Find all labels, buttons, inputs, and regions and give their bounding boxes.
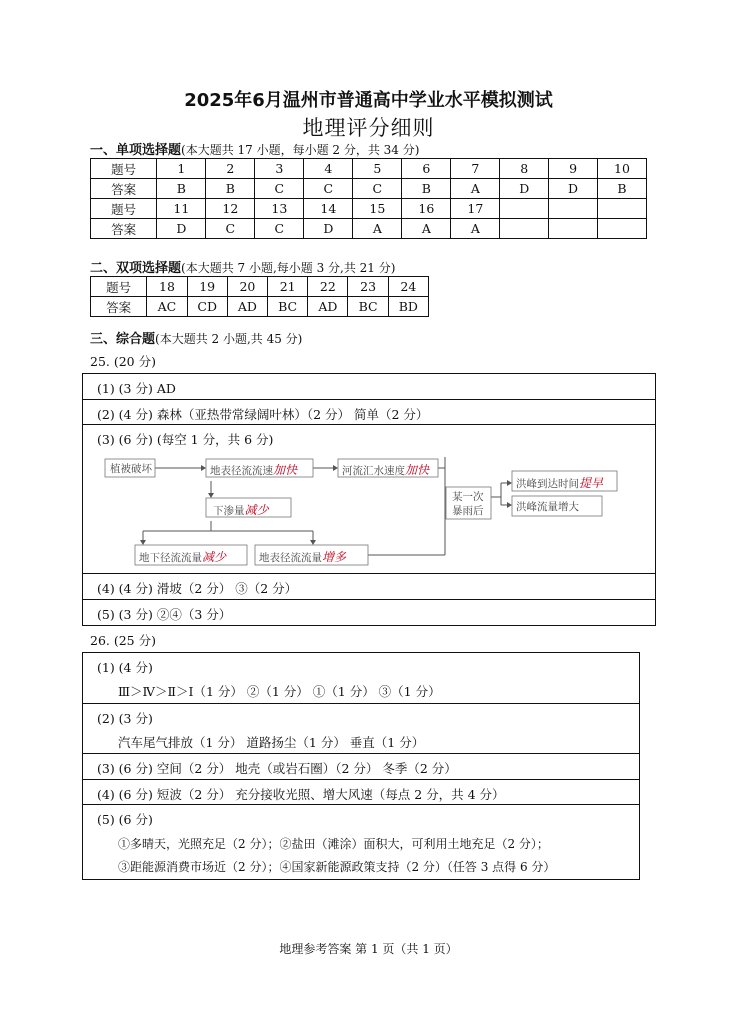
- answer-cell: A: [451, 219, 500, 239]
- page-footer: 地理参考答案 第 1 页（共 1 页）: [279, 942, 458, 956]
- answer-cell: B: [157, 179, 206, 199]
- q25-part3-text: (3) (6 分) (每空 1 分，共 6 分): [97, 432, 274, 447]
- flow-node-surface-flow-speed: 地表径流流速加快: [210, 463, 298, 477]
- flow-answer-4: 减少: [202, 550, 227, 564]
- flow-answer-6: 提早: [579, 476, 604, 490]
- flow-node-infiltration: 下渗量减少: [213, 503, 269, 517]
- q26-part3: [83, 754, 639, 780]
- question-number-cell: 2: [206, 159, 255, 179]
- q26-part5-line1: ①多晴天，光照充足（2 分）；②盐田（滩涂）面积大，可利用土地充足（2 分）；: [118, 837, 549, 851]
- q25-part2: [83, 400, 655, 425]
- answer-cell: A: [451, 179, 500, 199]
- question-number-cell: 23: [348, 277, 388, 297]
- q26-part1: [83, 653, 639, 704]
- question-number-cell: [549, 199, 598, 219]
- q26-part4: [83, 780, 639, 805]
- question-number-cell: 4: [304, 159, 353, 179]
- flow-node-rainstorm-1: 某一次: [452, 491, 484, 503]
- question-number-cell: 12: [206, 199, 255, 219]
- question-number-cell: 19: [187, 277, 227, 297]
- flow-node-flood-peak-flow: 洪峰流量增大: [516, 501, 579, 513]
- answer-cell: B: [206, 179, 255, 199]
- answer-cell: C: [353, 179, 402, 199]
- answer-cell: BD: [388, 297, 428, 317]
- question-number-cell: 18: [147, 277, 187, 297]
- page-title: 2025年6月温州市普通高中学业水平模拟测试: [184, 90, 553, 111]
- question-number-cell: [597, 199, 646, 219]
- double-choice-table: [90, 276, 429, 317]
- q26-part1-body: Ⅲ＞Ⅳ＞Ⅱ＞Ⅰ（1 分） ②（1 分） ①（1 分） ③（1 分）: [118, 684, 441, 699]
- flow-node-vegetation: 植被破坏: [110, 463, 152, 475]
- question-number-cell: 5: [353, 159, 402, 179]
- section2-heading-line: [90, 257, 395, 276]
- question-number-cell: 14: [304, 199, 353, 219]
- answer-cell: A: [402, 219, 451, 239]
- question-number-cell: 7: [451, 159, 500, 179]
- q26-part5-head: (5) (6 分): [97, 812, 153, 827]
- q25-part1-text: (1) (3 分) AD: [97, 381, 176, 396]
- answer-cell: CD: [187, 297, 227, 317]
- question-number-cell: 1: [157, 159, 206, 179]
- answer-cell: B: [597, 179, 646, 199]
- section3-note: (本大题共 2 小题,共 45 分): [155, 332, 303, 346]
- question-number-cell: 6: [402, 159, 451, 179]
- answer-cell: [500, 219, 549, 239]
- question-number-cell: 15: [353, 199, 402, 219]
- table-row: [91, 219, 647, 239]
- q25-part3: [83, 425, 655, 574]
- row-label-answer: 答案: [91, 179, 157, 199]
- question-number-cell: 3: [255, 159, 304, 179]
- flow-node-surface-runoff: 地表径流流量增多: [259, 550, 347, 564]
- answer-cell: D: [549, 179, 598, 199]
- flow-node-rainstorm-2: 暴雨后: [452, 505, 484, 517]
- q26-part4-text: (4) (6 分) 短波（2 分） 充分接收光照、增大风速（每点 2 分，共 4 分）: [97, 787, 505, 802]
- row-label-answer: 答案: [91, 297, 147, 317]
- answer-cell: AC: [147, 297, 187, 317]
- q26-part5-line2: ③距能源消费市场近（2 分）；④国家新能源政策支持（2 分）（任答 3 点得 6 分）: [118, 860, 556, 874]
- question-number-cell: 17: [451, 199, 500, 219]
- flow-node-flood-peak-time: 洪峰到达时间提早: [516, 476, 604, 490]
- q26-part3-text: (3) (6 分) 空间（2 分） 地壳（或岩石圈）（2 分） 冬季（2 分）: [97, 761, 457, 776]
- table-row: [91, 297, 429, 317]
- q26-part2-body: 汽车尾气排放（1 分） 道路扬尘（1 分） 垂直（1 分）: [118, 735, 425, 750]
- answer-cell: BC: [348, 297, 388, 317]
- flow-answer-2: 加快: [405, 463, 430, 477]
- flow-answer-1: 加快: [273, 463, 298, 477]
- question-number-cell: 8: [500, 159, 549, 179]
- section1-heading: 一、单项选择题: [90, 143, 182, 158]
- q26-part2: [83, 704, 639, 754]
- section1-note: (本大题共 17 小题，每小题 2 分，共 34 分): [181, 143, 420, 157]
- question-number-cell: 13: [255, 199, 304, 219]
- question-number-cell: 24: [388, 277, 428, 297]
- table-row: [91, 159, 647, 179]
- section3-heading: 三、综合题: [90, 332, 156, 347]
- answer-cell: AD: [227, 297, 267, 317]
- answer-cell: C: [255, 179, 304, 199]
- section2-heading: 二、双项选择题: [90, 261, 182, 276]
- question-number-cell: 21: [268, 277, 308, 297]
- answer-cell: AD: [308, 297, 348, 317]
- table-row: [91, 277, 429, 297]
- answer-cell: A: [353, 219, 402, 239]
- q25-part1: [83, 374, 655, 400]
- question-number-cell: [500, 199, 549, 219]
- q25-part5: [83, 600, 655, 626]
- question-number-cell: 9: [549, 159, 598, 179]
- table-row: [91, 179, 647, 199]
- question-number-cell: 10: [597, 159, 646, 179]
- row-label-question: 题号: [91, 277, 147, 297]
- answer-cell: B: [402, 179, 451, 199]
- row-label-answer: 答案: [91, 219, 157, 239]
- question-number-cell: 22: [308, 277, 348, 297]
- question-number-cell: 11: [157, 199, 206, 219]
- answer-cell: D: [500, 179, 549, 199]
- page-subtitle: 地理评分细则: [302, 116, 435, 140]
- answer-cell: C: [304, 179, 353, 199]
- q25-answer-box: [82, 373, 656, 626]
- flow-answer-5: 增多: [322, 550, 347, 564]
- q25-part2-text: (2) (4 分) 森林（亚热带常绿阔叶林）（2 分） 简单（2 分）: [97, 407, 429, 422]
- q26-part5: [83, 805, 639, 880]
- q26-answer-box: [82, 652, 640, 880]
- section1-heading-line: [90, 139, 419, 158]
- answer-cell: D: [157, 219, 206, 239]
- flow-node-groundwater: 地下径流流量减少: [139, 550, 227, 564]
- table-row: [91, 199, 647, 219]
- single-choice-table: [90, 158, 647, 239]
- q26-part1-head: (1) (4 分): [97, 660, 153, 675]
- section2-note: (本大题共 7 小题,每小题 3 分,共 21 分): [181, 261, 396, 275]
- answer-cell: BC: [268, 297, 308, 317]
- flow-answer-3: 减少: [244, 503, 269, 517]
- section3-heading-line: [90, 328, 302, 347]
- q26-label: 26. (25 分): [90, 633, 156, 648]
- answer-cell: C: [206, 219, 255, 239]
- answer-cell: D: [304, 219, 353, 239]
- q25-part4-text: (4) (4 分) 滑坡（2 分） ③（2 分）: [97, 581, 298, 596]
- row-label-question: 题号: [91, 199, 157, 219]
- answer-cell: [597, 219, 646, 239]
- question-number-cell: 20: [227, 277, 267, 297]
- flow-node-confluence-speed: 河流汇水速度加快: [342, 463, 430, 477]
- answer-cell: [549, 219, 598, 239]
- q25-part4: [83, 574, 655, 600]
- q26-part2-head: (2) (3 分): [97, 711, 153, 726]
- q25-label: 25. (20 分): [90, 354, 156, 369]
- q25-part5-text: (5) (3 分) ②④（3 分）: [97, 607, 232, 622]
- question-number-cell: 16: [402, 199, 451, 219]
- answer-cell: C: [255, 219, 304, 239]
- row-label-question: 题号: [91, 159, 157, 179]
